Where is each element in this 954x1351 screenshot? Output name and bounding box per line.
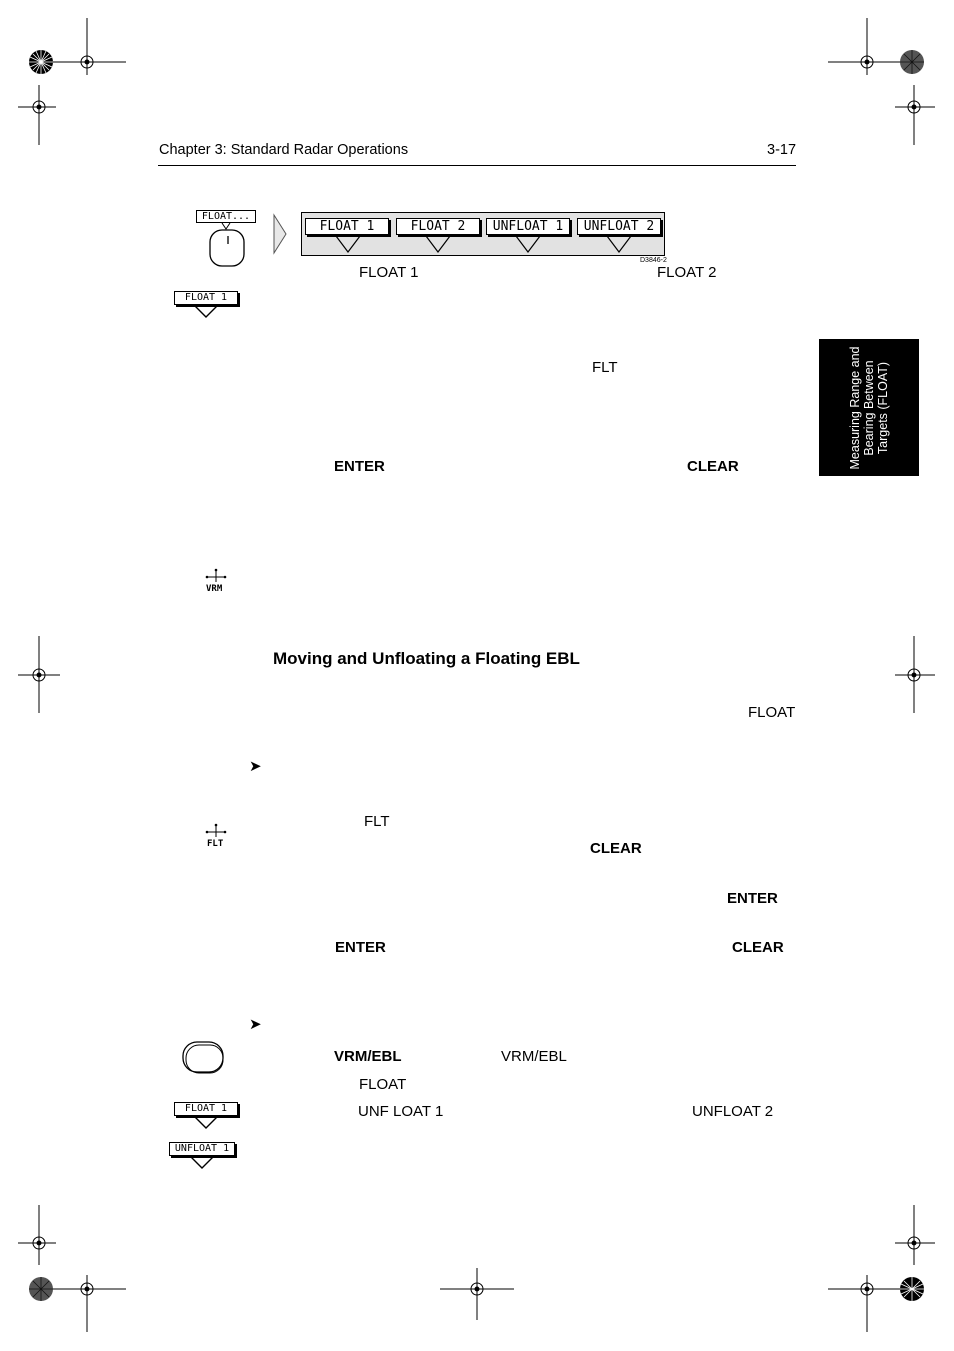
softkey-float-2[interactable]: FLOAT 2: [396, 218, 480, 235]
side-tab-line: Bearing Between: [862, 359, 876, 456]
step-arrow-icon: ➤: [249, 1016, 262, 1033]
register-mark-icon: [48, 18, 126, 75]
page-number: 3-17: [767, 142, 797, 158]
unfloat1-softkey-chip[interactable]: UNFLOAT 1: [169, 1142, 235, 1156]
float1-softkey-chip-2[interactable]: FLOAT 1: [174, 1102, 238, 1116]
chip-pointer-icon: [188, 1156, 218, 1170]
star-target-icon: [29, 1277, 53, 1301]
register-mark-icon: [895, 1205, 935, 1265]
step-arrow-icon: ➤: [249, 758, 262, 775]
register-mark-icon: [18, 85, 56, 145]
star-target-icon: [900, 50, 924, 74]
section-side-tab: [819, 339, 919, 476]
figure-code: D3846-2: [640, 257, 667, 264]
flt-cursor-label: FLT: [207, 839, 224, 849]
register-mark-icon: [828, 18, 906, 75]
star-target-icon: [29, 50, 53, 74]
section-heading: Moving and Unfloating a Floating EBL: [273, 649, 580, 668]
enter-key-label: ENTER: [334, 458, 385, 475]
register-mark-icon: [18, 636, 60, 713]
softkey-unfloat-1[interactable]: UNFLOAT 1: [486, 218, 570, 235]
softkey-unfloat-2[interactable]: UNFLOAT 2: [577, 218, 661, 235]
vrm-ebl-text: VRM/EBL: [501, 1048, 567, 1065]
register-mark-icon: [18, 1205, 56, 1265]
vrm-ebl-key-label: VRM/EBL: [334, 1048, 402, 1065]
vrm-cursor-label: VRM: [206, 584, 223, 594]
float1-caption: FLOAT 1: [359, 264, 419, 281]
side-tab-line: Measuring Range and: [848, 346, 862, 469]
float-word-2: FLOAT: [359, 1076, 407, 1093]
enter-key-label-2: ENTER: [727, 890, 778, 907]
side-tab-line: Targets (FLOAT): [876, 361, 890, 454]
chapter-title: Chapter 3: Standard Radar Operations: [159, 142, 409, 158]
float-word: FLOAT: [748, 704, 796, 721]
clear-key-label: CLEAR: [687, 458, 739, 475]
unfloat2-text: UNFLOAT 2: [692, 1103, 774, 1120]
register-mark-icon: [828, 1275, 906, 1332]
chip-pointer-icon: [192, 305, 222, 319]
flt-label-2: FLT: [364, 813, 390, 830]
chip-pointer-icon: [192, 1116, 222, 1130]
register-mark-icon: [895, 636, 935, 713]
float-menu-softkey[interactable]: FLOAT...: [196, 210, 256, 223]
flow-arrow-icon: [272, 213, 288, 255]
register-mark-icon: [48, 1275, 126, 1332]
header-rule: [158, 165, 796, 166]
vrm-ebl-key-icon[interactable]: [181, 1040, 227, 1076]
star-target-icon: [900, 1277, 924, 1301]
clear-key-label-2: CLEAR: [590, 840, 642, 857]
float2-caption: FLOAT 2: [657, 264, 717, 281]
softkey-pointers: [302, 236, 664, 256]
softkey-bar: [301, 212, 665, 256]
flt-label: FLT: [592, 359, 618, 376]
register-mark-icon: [440, 1268, 514, 1320]
unfloat1-text: UNF LOAT 1: [358, 1103, 444, 1120]
softkey-button-icon: [206, 222, 246, 268]
register-mark-icon: [895, 85, 935, 145]
softkey-float-1[interactable]: FLOAT 1: [305, 218, 389, 235]
enter-key-label-3: ENTER: [335, 939, 386, 956]
float1-softkey-chip[interactable]: FLOAT 1: [174, 291, 238, 305]
clear-key-label-3: CLEAR: [732, 939, 784, 956]
